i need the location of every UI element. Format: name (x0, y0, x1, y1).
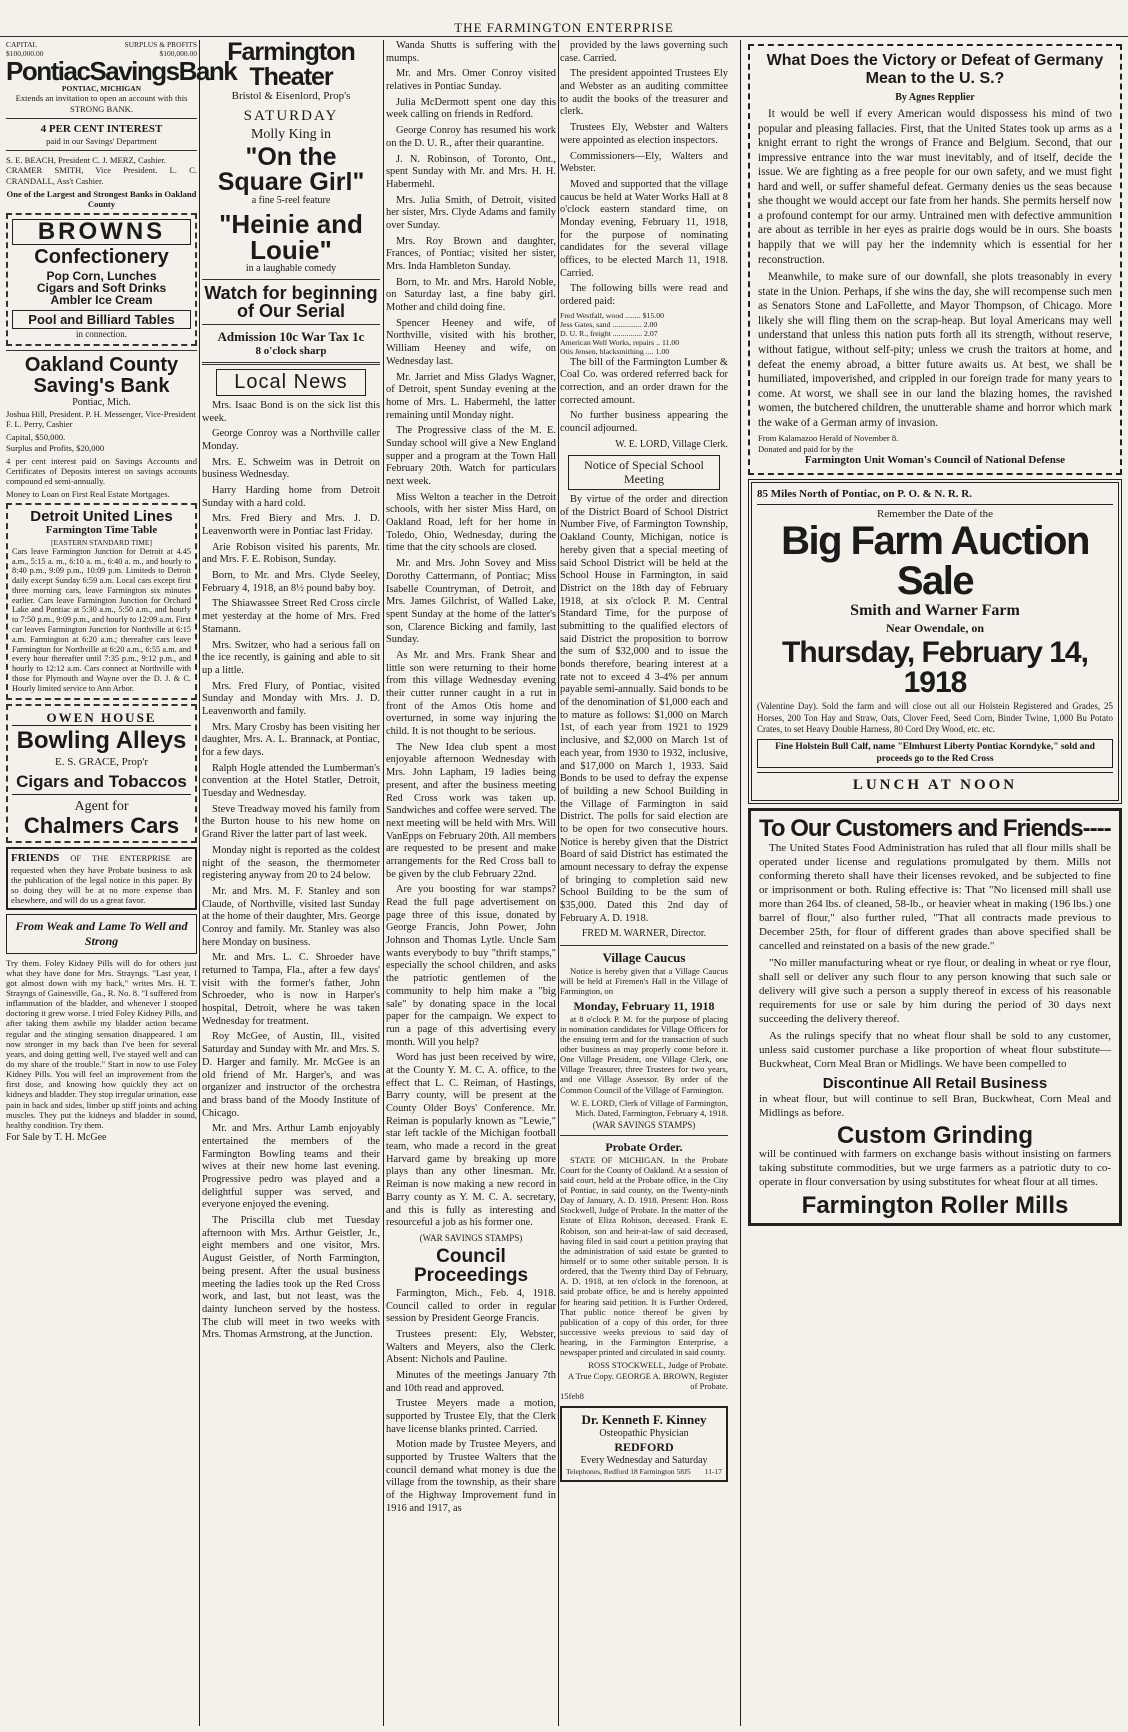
notice-heading-box (568, 455, 720, 490)
notice-heading: Notice of Special School Meeting (584, 457, 704, 487)
column-2 (202, 40, 380, 1726)
doctor-code: 11-17 (704, 1466, 722, 1476)
council-item: Motion made by Trustee Meyers, and supported by Trustee Walters that the council demand what money is due the village from the township, as their share of the Highway Improvement fund in 1916 and 1917, as (386, 1439, 556, 1514)
caucus-heading: Village Caucus (602, 949, 686, 965)
local-news-list (202, 400, 380, 1342)
local-item: Arie Robison visited his parents, Mr. and Mrs. F. E. Robison, Sunday. (202, 541, 380, 566)
news-item: Mrs. Roy Brown and daughter, Frances, of Pontiac; visited her sister, Mrs. Inda Hambleton Sunday. (386, 235, 556, 272)
local-item: Mrs. Fred Biery and Mrs. J. D. Leavenworth were in Pontiac last Friday. (202, 513, 380, 537)
browns-conn: in connection. (76, 328, 127, 339)
customers-ad (748, 808, 1122, 1226)
interest-rate: 4 PER CENT INTEREST (40, 122, 163, 135)
local-item: Mrs. Mary Crosby has been visiting her daughter, Mrs. A. L. Brannack, at Pontiac, for a few days. (202, 721, 380, 758)
warner-signature: FRED M. WARNER, Director. (581, 928, 707, 940)
discontinue-text: in wheat flour, but will continue to sell Bran, Buckwheat, Corn Meal and Midlings as before. (759, 1092, 1111, 1119)
column-rule (558, 40, 559, 1726)
oakland-capital: Capital, $50,000. Surplus and Profits, $20,000 (6, 432, 105, 453)
news-item: Spencer Heeney and wife, of Northville, visited with his brother, William Heeney and wife, on Wednesday last. (386, 317, 556, 367)
owen-name: OWEN HOUSE (12, 710, 191, 727)
bank-city: PONTIAC, MICHIGAN (61, 84, 142, 94)
local-item: Mrs. E. Schweim was in Detroit on business Wednesday. (202, 456, 380, 481)
customers-para: The United States Food Administration has ruled that all flour mills shall be operated under license and regulations promulgated by them. Mills not conforming thereto shall have their licenses revoked, and be subjected to fine or imprisonment or both. Ruling effective is: That "No licensed mill shall use more than 264 lbs. of cleaned, 58-lb., or heavier wheat in making (196 lbs.) one barrel of flour," also further ruled, "That all contracts made previous to December 25th, for flour of different grades than above specified shall be cancelled and reinstated on a basis of the new grade." (759, 842, 1111, 952)
local-item: Mr. and Mrs. L. C. Shroeder have returned to Tampa, Fla., after a few days' visit with the former's father, John Schroeder, who is now in Harper's hospital, Detroit, where he was taken Wednesday for treatment. (202, 952, 380, 1027)
theater-serial: Watch for beginning of Our Serial (204, 283, 378, 322)
victory-donated: Donated and paid for by the (758, 443, 854, 454)
local-item: Mrs. Fred Flury, of Pontiac, visited Sunday and Monday with Mrs. J. D. Leavenworth and family. (202, 680, 380, 717)
browns-sub: Confectionery (34, 245, 169, 268)
theater-name: Farmington Theater (227, 38, 355, 91)
bank-invite: Extends an invitation to open an account with this STRONG BANK. (15, 93, 188, 114)
column-1 (6, 40, 237, 1726)
bank-tag: One of the Largest and Strongest Banks in Oakland County (6, 188, 197, 209)
doctor-tel: Telephones, Redford 18 Farmington 58J5 (566, 1466, 691, 1476)
local-item: The Shiawassee Street Red Cross circle met yesterday at the home of Mrs. Fred Stamann. (202, 598, 380, 635)
probate-heading: Probate Order. (605, 1139, 683, 1154)
doctor-name: Dr. Kenneth F. Kinney (581, 1411, 707, 1427)
news-item: Born, to Mr. and Mrs. Harold Noble, on Saturday last, a fine baby girl. Mother and child doing fine. (386, 276, 556, 314)
auction-text: (Valentine Day). Sold the farm and will close out all our Holstein Registered and Grades, 25 Horses, 200 Ton Hay and Straw, Oats, Clover Feed, Seed Corn, Binder Twine, 1,000 Bu Potato Crates, to set Heavy Double Harness, 80 Cord Dry Wood, etc. etc. (757, 701, 1113, 734)
local-item: Mrs. Switzer, who had a serious fall on the ice recently, is gaining and able to sit up a little. (202, 639, 380, 676)
victory-para: It would be well if every American would dispossess his mind of two popular and pleasing fallacies. First, that the United States took up arms as a knight errant to right the wrongs of France and Belgium. Second, that our impressive entrance into the war must inevitably, and of itself, decide the issue. We are fighting as a free people for our own safety, and we must fight hard and well, or suffer shameful defeat. Germany denies us the seas because she thought we would accept our fate from her hands. She permits herself now a profound contempt for our army. Untrained men with defective ammunition are about as terrible in her eyes as prairie dogs would be in ours. She boasts happily that we will pay her the indemnity which is essential for her reconstruction. (758, 107, 1112, 266)
news-item: Mrs. Julia Smith, of Detroit, visited her sister, Mrs. Clyde Adams and family over Sunday. (386, 194, 556, 231)
auction-near: Near Owendale, on (885, 620, 985, 635)
oakland-officers: Joshua Hill, President. P. H. Messenger, Vice-President F. L. Perry, Cashier (6, 409, 196, 430)
victory-byline: By Agnes Repplier (895, 91, 975, 103)
bank-officers: S. E. BEACH, President C. J. MERZ, Cashier. CRAMER SMITH, Vice President. L. C. CRANDALL, Ass't Cashier. (6, 155, 197, 186)
local-item: Ralph Hogle attended the Lumberman's convention at the Hotel Statler, Detroit, Tuesday and Wednesday. (202, 762, 380, 800)
news-item: Word has just been received by wire, at the County Y. M. C. A. office, to the effect that L. C. Reiman, of Hastings, Barry county, will be present at the County Older Boys' Conference. Mr. Reiman is popularly known as "Lewie," star left tackle of the Michigan football team, who made a record in the great Harvard game by breaking up more plays than any other linesman. Mr. Reiman is now making a new record in Barry county as Y. M. C. A. secretary, and this is fully as interesting and resourceful a job as his former one. (386, 1052, 556, 1229)
browns-items: Pop Corn, Lunches Cigars and Soft Drinks Ambler Ice Cream (36, 268, 167, 307)
mills-name: Farmington Roller Mills (801, 1191, 1069, 1219)
doctor-title: Osteopathic Physician (599, 1427, 689, 1439)
weak-lame-ad (6, 914, 197, 953)
capital-label: CAPITAL $100,000.00 (6, 40, 44, 59)
bills-list: Fred Westfall, wood ........ $15.00 Jess Gates, sand ............... 2.00 D. U. R., freight ............... 2.07 American Well Works, repairs .. 11.00 Otis Jensen, blacksmithing .... 1.00 (560, 310, 680, 356)
masthead-rule (0, 36, 1128, 37)
council-item: Trustees present: Ely, Webster, Walters and Meyers, also the Clerk. Absent: Nichols and Pauline. (386, 1328, 556, 1366)
victory-council: Farmington Unit Woman's Council of National Defense (804, 454, 1066, 467)
local-item: Mr. and Mrs. M. F. Stanley and son Claude, of Northville, visited last Sunday at the home of their daughter, Mrs. George Conroy and family. Mr. Stanley was also here Monday on business. (202, 885, 380, 948)
auction-remember: Remember the Date of the (876, 507, 994, 520)
owen-cars: Chalmers Cars (23, 812, 180, 838)
friends-notice (6, 847, 197, 911)
local-item: Roy McGee, of Austin, Ill., visited Saturday and Sunday with Mr. and Mrs. S. D. Harger and family. Mr. McGee is an old friend of Mr. Harger's, and was organizer and instructor of the orchestra and brass band of the Moody Institute of Chicago. (202, 1031, 380, 1119)
caucus-date: Monday, February 11, 1918 (573, 998, 715, 1013)
auction-top: 85 Miles North of Pontiac, on P. O. & N. R. R. (757, 488, 1113, 504)
council-heading: Council Proceedings (413, 1245, 529, 1286)
browns-ad (6, 213, 197, 346)
weak-text: Try them. Foley Kidney Pills will do for others just what they have done for Mrs. Strayngs. "Last year, I got almost down with my back," writes Mrs. H. T. Strayngs of Gainesville, Ga., R. No. 8. "I suffered from inflammation of the bladder, and whenever I stooped doctoring it grew worse. I tried Foley Kidney Pills, and after taking them awhile my bladder action became regular and the stinging sensation disappeared. I am now stronger in my back than I've been for several years, and doing getting well, I've stayed well and can do my share of the trouble." Start in now to use Foley Kidney Pills. You will feel an improvement from the first dose, and knowing how quickly they act on kidneys and bladder. They stop irregular urination, ease pain in back and sides, limber up stiff joints and aching muscles. They put the kidneys and bladder in sound, healthy condition. Try them. (6, 957, 197, 1130)
customers-para: As the rulings specify that no wheat flour shall be sold to any customer, unless said customer purchase a like proportion of wheat flour substitute—Buckwheat, Corn Meal Bran or Midlings. We have been compelled to (759, 1029, 1111, 1070)
theater-film2: "Heinie and Louie" (219, 208, 363, 265)
column-rule (199, 40, 200, 1726)
detroit-united-ad (6, 503, 197, 699)
surplus-label: SURPLUS & PROFITS $100,000.00 (124, 40, 197, 59)
council-item: No further business appearing the council adjourned. (560, 410, 728, 434)
dul-name: Detroit United Lines (30, 508, 173, 526)
auction-farm: Smith and Warner Farm (850, 602, 1020, 620)
council-item: The bill of the Farmington Lumber & Coal Co. was ordered referred back for correction, and an order drawn for the corrected amount. (560, 356, 728, 406)
column-5 (748, 40, 1122, 1726)
council-item: Farmington, Mich., Feb. 4, 1918. Council called to order in regular session by President George Francis. (386, 1287, 556, 1325)
oakland-bank-ad (6, 355, 197, 499)
local-item: George Conroy was a Northville caller Monday. (202, 428, 380, 452)
theater-feat: a fine 5-reel feature (251, 194, 331, 206)
owen-house-ad (6, 704, 197, 843)
theater-film: "On the Square Girl" (217, 142, 365, 196)
victory-article (748, 44, 1122, 475)
masthead (0, 0, 1128, 38)
customers-title: To Our Customers and Friends---- (759, 814, 1111, 842)
council-item: The president appointed Trustees Ely and Webster as an auditing committee to audit the books of the treasurer and clerk. (560, 68, 728, 118)
probate-code: 15feb8 (560, 1390, 584, 1401)
news-item: Julia McDermott spent one day this week calling on friends in Redford. (386, 96, 556, 121)
council-item: Commissioners—Ely, Walters and Webster. (560, 150, 728, 175)
owen-alleys: Bowling Alleys (16, 727, 187, 755)
doctor-ad (560, 1406, 728, 1482)
local-item: Monday night is reported as the coldest night of the season, the thermometer registering anyway from 20 to 24 below. (202, 844, 380, 882)
weak-title: From Weak and Lame To Well and Strong (15, 919, 188, 948)
local-item: Steve Treadway moved his family from the Burton house to his new home on Grand River the latter part of last week. (202, 803, 380, 841)
owen-agent: Agent for (12, 794, 191, 815)
news-item: Wanda Shutts is suffering with the mumps. (386, 40, 556, 64)
theater-comedy: in a laughable comedy (245, 262, 337, 274)
dul-std: [EASTERN STANDARD TIME] (51, 537, 152, 547)
probate-text: STATE OF MICHIGAN. In the Probate Court for the County of Oakland. At a session of said court, held at the Probate office, in the City of Pontiac, in said county, on the Twenty-ninth Day of January, A. D. 1918. Present: Hon. Ross Stockwell, Judge of Probate. In the matter of the Estate of Eliza Robison, deceased. Frank E. Robison, son and heir-at-law of said deceased, having filed in said court a petition praying that the administration of said estate be granted to himself or to some other suitable person. It is ordered, that the Twenty third Day of February, A. D. 1918, at ten o'clock in the forenoon, at said probate office, be and is hereby appointed for hearing said petition. It is Further Ordered, That public notice thereof be given by publication of a copy of this order, for three successive weeks previous to said day of hearing, in the Farmington Enterprise, a newspaper printed and circulated in said county. (560, 1154, 728, 1358)
dul-body: Cars leave Farmington Junction for Detroit at 4.45 a.m., 5:15 a. m., 6:10 a. m., 6:40 a. m., and hourly to 8:40 p.m., 9:09 p.m., 10:09 p.m. Limiteds to Detroit daily except Sunday 6:59 a.m. Local cars except first three morning cars, leave Farmington six minutes earlier. Cars leave Farmington Junction for Orchard Lake and Pontiac at 5:30 a.m., 5:50 a.m., and hourly to 7:50 p.m., 9:09 p.m., and hourly to 12:09 a.m. First car leaves Farmington Junction for Northville at 6:15 a.m. Farmington at 6:20 a.m.; thereafter cars leave Farmington for Northville at 6:20 a.m., 6:55 a.m. and every hour thereafter until 7:35 p.m., 9:12 p.m., and hourly to 12:12 a.m. Cars connect at Northville with those for Plymouth and Wayne over the D. J. & C. Hourly limited service to Ann Arbor. (12, 546, 191, 693)
theater-time: 8 o'clock sharp (255, 345, 327, 358)
auction-ad (748, 479, 1122, 803)
auction-bull: Fine Holstein Bull Calf, name "Elmhurst Liberty Pontiac Korndyke," sold and proceeds go to the Red Cross (757, 739, 1113, 768)
auction-lunch: LUNCH AT NOON (757, 772, 1113, 794)
column-4 (560, 40, 728, 1726)
local-news-heading: Local News (216, 369, 366, 395)
discontinue-heading: Discontinue All Retail Business (822, 1074, 1048, 1092)
doctor-days: Every Wednesday and Saturday (580, 1454, 708, 1466)
news-item: As Mr. and Mrs. Frank Shear and little son were returning to their home from this village Wednesday evening their cutter runner caught in a rut in front of the Amos Otis home and overturned, in some way injuring the child. It is not thought to be serious. (386, 649, 556, 738)
friends-title: FRIENDS (11, 851, 60, 864)
council-item: Minutes of the meetings January 7th and 10th read and approved. (386, 1369, 556, 1394)
customers-para: "No miller manufacturing wheat or rye flour, or dealing in wheat or rye flour, shall sell or deliver any such flour to any person knowing that such sale or delivery will give such a person a supply thereof in excess of his reasonable requirements for use or sale by him during the period of 30 days next succeeding the delivery thereof. (759, 956, 1111, 1025)
grinding-heading: Custom Grinding (837, 1121, 1033, 1149)
council-item: The following bills were read and ordered paid: (560, 283, 728, 308)
doctor-town: REDFORD (614, 1439, 674, 1454)
victory-para: Meanwhile, to make sure of our downfall, she plots treasonably in every state in the Union. Perhaps, if she wins the day, she will recompense such men as Senators Stone and LaFollette, and Mayor Thompson, of Chicago. More likely she will fling them on the scrap-heap. But loyal Americans may well understand that unless this nation puts forth all its strength, without reserve, without fatigue, without self-pity; unless we crush the traitors at home, and defeat the enemy abroad, a bitter future awaits us. At best, we shall be humiliated, impoverished, and crippled in our foreign trade for many years to come. At worst, we shall see in our land the blazing homes, the ravished women, the butchered children, the unutterable shame and horror which mark the wake of a German army of invasion. (758, 271, 1112, 429)
news-item: The New Idea club spent a most enjoyable afternoon Wednesday with Mrs. John Lapham, 19 ladies being present, and after the business meeting Red Cross work was taken up. Sandwiches and coffee were served. The next meeting will be held with Mrs. Will VanEpps on February 20th. All members are requested to be present and make arrangements for the Red Cross ball to be given by the club February 22nd. (386, 741, 556, 880)
column-rule (383, 40, 384, 1726)
pontiac-savings-bank-ad (6, 40, 237, 209)
local-item: Harry Harding home from Detroit Sunday with a hard cold. (202, 484, 380, 509)
theater-ad (202, 40, 380, 358)
owen-prop: E. S. GRACE, Prop'r (54, 756, 149, 769)
browns-pool: Pool and Billiard Tables (12, 310, 191, 329)
notice-text: By virtue of the order and direction of the District Board of School District Number Five, of Farmington Township, Oakland County, Michigan, notice is hereby given that a special meeting of said School District will be held at the School House in Farmington, in said District on the 18th day of February 1918, at six o'clock P. M. Central Standard Time, for the purpose of submitting to the qualified electors of said District the proposition to borrow the sum of $32,000 and to issue the bonds therefore, bearing interest at a rate not to exceed 4 3-4% per annum payable semi-annually. Said bonds to be of the denomination of $1,000 each and to mature as follows: $1,000 on March 1st, of each year from 1921 to 1929 inclusive, and $2,000 on March 1st of each year, from 1930 to 1932, inclusive, and $17,000 on March 1, 1933. Said Bonds to be used to defray the expense of building a new School Building in the Village of Farmington in said District. The polls for said election are to be open for two consecutive hours. Notice is hereby given that the District Board of said District has estimated the amount necessary to defray the expense of bringing to completion said new School Building to be the sum of $35,000. Dated this 2nd day of February A. D. 1918. (560, 494, 728, 924)
news-item: J. N. Robinson, of Toronto, Ont., spent Sunday with Mr. and Mrs. H. H. Habermehl. (386, 153, 556, 190)
victory-source: From Kalamazoo Herald of November 8. (758, 433, 899, 444)
victory-title: What Does the Victory or Defeat of Germany Mean to the U. S.? (766, 52, 1104, 88)
auction-date: Thursday, February 14, 1918 (782, 636, 1088, 700)
owen-cigars: Cigars and Tobaccos (16, 771, 187, 791)
column-3 (386, 40, 556, 1726)
oakland-loans: Money to Loan on First Real Estate Mortgages. (6, 489, 170, 500)
column-rule (740, 40, 741, 1726)
caucus-text2: at 8 o'clock P. M. for the purpose of placing in nomination candidates for Village Officers for the ensuing term and for the transaction of such other business as may properly come before it. One Village President, one Village Clerk, one Village Treasurer, three Trustees for two years, and one Village Assessor. By order of the Common Council of the Village of Farmington. (560, 1013, 728, 1095)
weak-sale: For Sale by T. H. McGee (6, 1132, 107, 1144)
local-item: Born, to Mr. and Mrs. Clyde Seeley, February 4, 1918, an 8½ pound baby boy. (202, 570, 380, 594)
caucus-signature: W. E. LORD, Clerk of Village of Farmington, Mich. Dated, Farmington, February 4, 1918. (570, 1097, 728, 1118)
caucus-text: Notice is hereby given that a Village Caucus will be held at Firemen's Hall in the Village of Farmington, on (560, 965, 728, 996)
news-item: Mr. Jarriet and Miss Gladys Wagner, of Detroit, spent Sunday evening at the home of Mrs. L. Habermehl, the latter remaining until Monday night. (386, 371, 556, 421)
news-item: Miss Welton a teacher in the Detroit schools, with her sister Miss Hard, on Oakland Road, left for her home in Toledo, Ohio, Wednesday, during the time that the city schools are closed. (386, 491, 556, 554)
browns-name: BROWNS (12, 219, 191, 245)
news-item: George Conroy has resumed his work on the D. U. R., after their quarantine. (386, 125, 556, 149)
local-item: Mrs. Isaac Bond is on the sick list this week. (202, 399, 380, 424)
council-item: Trustee Meyers made a motion, supported by Trustee Ely, that the Clerk have license blanks printed. Carried. (386, 1398, 556, 1435)
news-item: The Progressive class of the M. E. Sunday school will give a New England supper and a program at the Town Hall February 20th. Watch for particulars next week. (386, 425, 556, 487)
dul-sub: Farmington Time Table (45, 524, 158, 537)
council-item: Moved and supported that the village caucus be held at Water Works Hall at 8 o'clock eastern standard time, on Monday evening, February 11, 1918, for the purpose of nominating candidates for the several village offices, to be elected March 11, 1918. Carried. (560, 178, 728, 279)
local-item: The Priscilla club met Tuesday afternoon with Mrs. Arthur Geistler, Jr., eight members and one visitor, Mrs. August Geistler, of North Farmington, being present. After the usual business meeting the ladies took up the Red Cross work, and last, but not least, was the dainty luncheon served by the hostess. The club will meet in two weeks with Mrs. Thomas Armstrong, at the Junction. (202, 1215, 380, 1341)
war-stamps-note: (WAR SAVINGS STAMPS) (592, 1119, 696, 1130)
oakland-name: Oakland County Saving's Bank (24, 353, 179, 397)
interest-sub: paid in our Savings' Department (46, 136, 157, 147)
grinding-text: will be continued with farmers on exchange basis without insisting on farmers taking substitute commodities, but we urge farmers as a patriotic duty to co-operate in flour conversation by using substitutes for wheat flour at all times. (759, 1147, 1111, 1188)
war-stamps-note: (WAR SAVINGS STAMPS) (419, 1232, 523, 1243)
oakland-text: 4 per cent interest paid on Savings Accounts and Certificates of Deposits interest on savings accounts compound ed semi-annually. (6, 455, 197, 486)
bank-name: PontiacSavingsBank (6, 56, 237, 87)
oakland-city: Pontiac, Mich. (72, 396, 131, 408)
theater-star: Molly King in (250, 126, 332, 142)
paper-title: THE FARMINGTON ENTERPRISE (454, 20, 674, 35)
probate-signature: ROSS STOCKWELL, Judge of Probate. A True Copy. GEORGE A. BROWN, Register of Probate. (567, 1360, 728, 1391)
theater-props: Bristol & Eisenlord, Prop's (231, 90, 351, 102)
theater-day: SATURDAY (243, 108, 339, 125)
friends-text: OF THE ENTERPRISE are requested when they have Probate business to ask the publication of the legal notice in this paper. By so doing they will be at no more expense than elsewhere, and will do us a great favor. (11, 852, 193, 906)
clerk-signature: W. E. LORD, Village Clerk. (615, 438, 728, 450)
news-item: Are you boosting for war stamps? Read the full page advertisement on page three of this issue, donated by George Francis, John Power, John Johnson and Thomas Lytle. Uncle Sam wants everybody to buy "thrift stamps," especially the school children, and asks the patriotic gentlemen of the community to help him make a "big sale" by donating space in the local paper for the campaign. We expect to run a page of this advertising every month. Will you help? (386, 884, 556, 1048)
council-item: Trustees Ely, Webster and Walters were appointed as election inspectors. (560, 122, 728, 146)
news-item: Mr. and Mrs. Omer Conroy visited relatives in Pontiac Sunday. (386, 68, 556, 93)
council-item: provided by the laws governing such case. Carried. (560, 40, 728, 64)
auction-title: Big Farm Auction Sale (781, 519, 1089, 604)
local-item: Mr. and Mrs. Arthur Lamb enjoyably entertained the members of the Farmington Bowling teams and their wives at their new home last evening. Progressive pedro was played and a delightful supper was served, and everyone enjoyed the evening. (202, 1123, 380, 1211)
news-item: Mr. and Mrs. John Sovey and Miss Dorothy Cattermann, of Pontiac; Miss Isabelle Countryman, of Detroit, and Mrs. James Gilchrist, of Walled Lake, spent Sunday at the home of the latter's son, Clarence Bicking and family, last Sunday. (386, 558, 556, 646)
theater-admission: Admission 10c War Tax 1c (217, 329, 365, 345)
